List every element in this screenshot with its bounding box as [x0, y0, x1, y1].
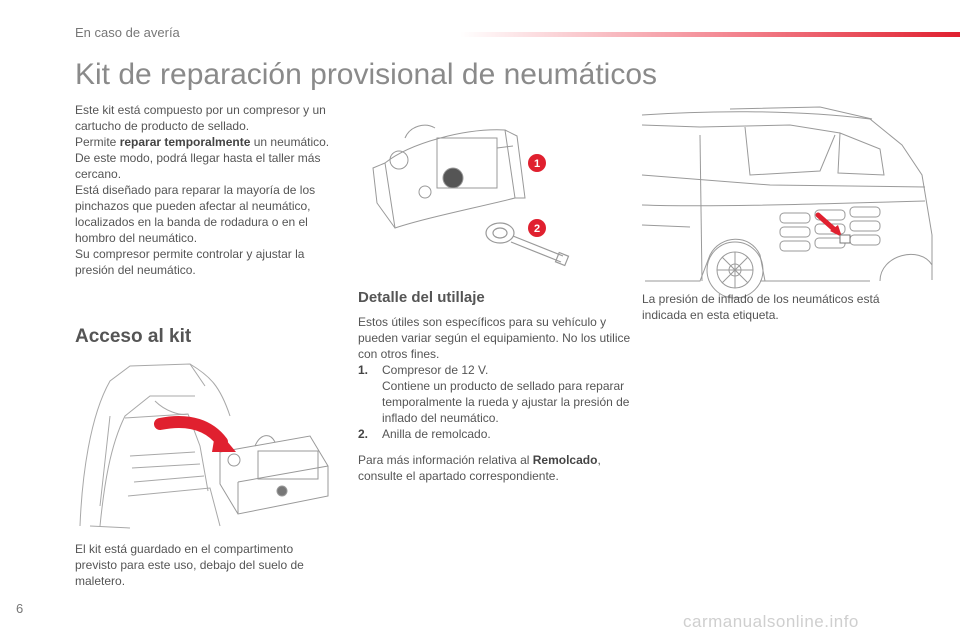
compressor-illustration [365, 118, 570, 268]
detail-item-1-num: 1. [358, 363, 369, 377]
intro-line-3: De este modo, podrá llegar hasta el taller más cercano. [75, 151, 321, 181]
section-header: En caso de avería [75, 25, 180, 40]
pressure-label-icon [840, 235, 850, 243]
more-info-link-word: Remolcado [532, 453, 598, 467]
red-arrow-body [160, 422, 222, 442]
detail-item-2-num: 2. [358, 427, 369, 441]
tire-pressure-note: La presión de inflado de los neumáticos está indicada en esta etiqueta. [642, 292, 880, 322]
intro-line-1: Este kit está compuesto por un compresor y un cartucho de producto de sellado. [75, 103, 326, 133]
watermark: carmanualsonline.info [683, 612, 859, 631]
intro-permite-bold: reparar temporalmente [119, 135, 251, 149]
intro-permite-pre: Permite [75, 135, 120, 149]
detail-intro: Estos útiles son específicos para su vehículo y pueden variar según el equipamiento. No los utilice con otros fines. [358, 315, 631, 361]
intro-permite-post: un neumático. [250, 135, 330, 149]
trunk-illustration [70, 356, 340, 531]
detail-item-1-title: Compresor de 12 V. [382, 363, 489, 377]
badge-1-icon [528, 154, 546, 172]
intro-line-4: Está diseñado para reparar la mayoría de los pinchazos que pueden afectar al neumático, localizados en la banda de rodadura o en el hombro del neumático. [75, 183, 316, 245]
detail-text [358, 314, 633, 484]
detail-item-2 [358, 426, 633, 442]
more-info-pre: Para más información relativa al [358, 453, 533, 467]
header-accent-bar [460, 32, 960, 37]
more-info-post: , consulte el apartado correspondiente. [358, 453, 601, 483]
red-arrow-head [212, 428, 236, 452]
access-text: El kit está guardado en el compartimento previsto para este uso, debajo del suelo de maletero. [75, 542, 304, 588]
car-illustration [640, 105, 935, 283]
badge-2-label: 2 [533, 223, 541, 235]
badge-1-label: 1 [533, 158, 541, 170]
intro-line-2 [75, 134, 345, 150]
detail-item-1 [358, 362, 633, 426]
detail-heading: Detalle del utillaje [358, 289, 485, 306]
page-title: Kit de reparación provisional de neumáticos [75, 58, 657, 91]
detail-more-info [358, 452, 633, 484]
detail-item-1-desc: Contiene un producto de sellado para reparar temporalmente la rueda y ajustar la presión de inflado del neumático. [382, 379, 630, 425]
detail-item-2-title: Anilla de remolcado. [382, 427, 491, 441]
badge-2-icon [528, 219, 546, 237]
page-number: 6 [16, 601, 24, 616]
intro-text [75, 102, 345, 278]
intro-line-5: Su compresor permite controlar y ajustar la presión del neumático. [75, 247, 305, 277]
access-heading: Acceso al kit [75, 326, 192, 347]
